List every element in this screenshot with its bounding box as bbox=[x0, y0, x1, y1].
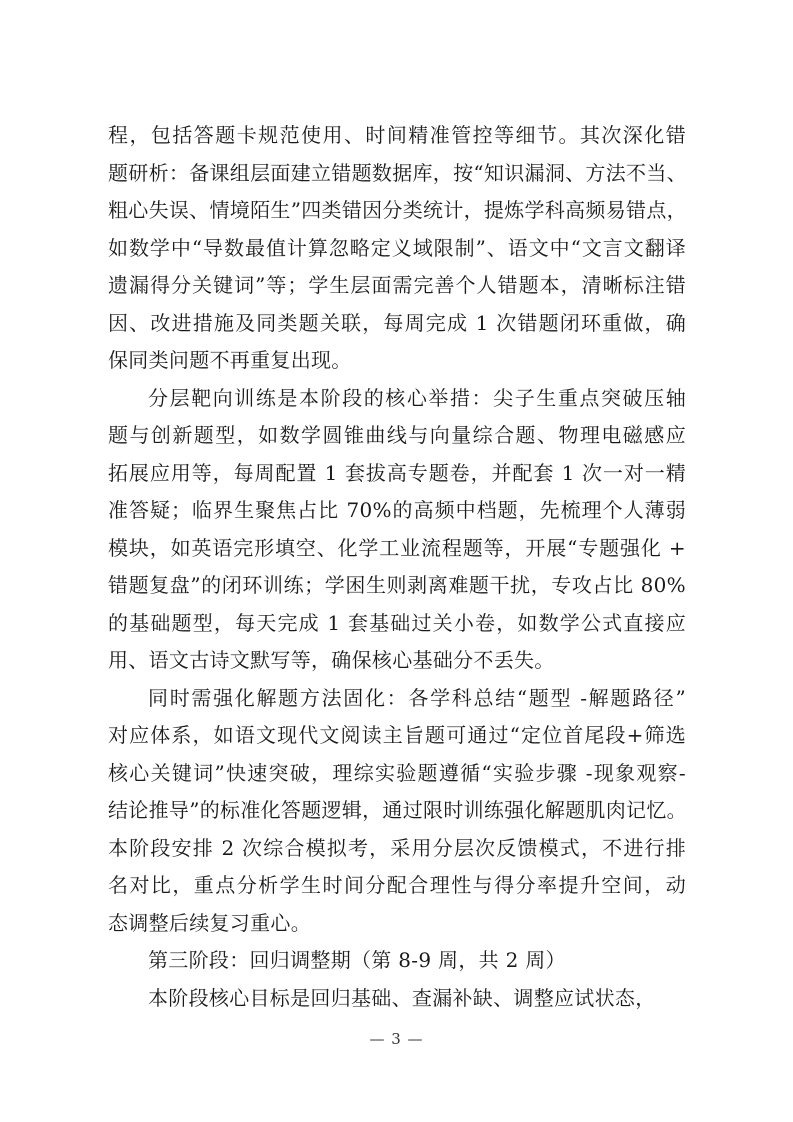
text-line: 模块，如英语完形填空、化学工业流程题等，开展“专题强化 + bbox=[108, 535, 686, 560]
text-line: 准答疑；临界生聚焦占比 70%的高频中档题，先梳理个人薄弱 bbox=[108, 498, 686, 522]
paragraph-first-line: 本阶段核心目标是回归基础、查漏补缺、调整应试状态， bbox=[148, 985, 656, 1010]
body-text bbox=[108, 117, 686, 1017]
paragraph-first-line: 分层靶向训练是本阶段的核心举措：尖子生重点突破压轴 bbox=[148, 385, 686, 410]
text-line: 保同类问题不再重复出现。 bbox=[108, 348, 352, 372]
text-line: 如数学中“导数最值计算忽略定义域限制”、语文中“文言文翻译 bbox=[108, 235, 686, 260]
text-line: 遗漏得分关键词”等；学生层面需完善个人错题本，清晰标注错 bbox=[108, 273, 686, 297]
text-line: 因、改进措施及同类题关联，每周完成 1 次错题闭环重做，确 bbox=[108, 310, 686, 335]
text-line: 态调整后续复习重心。 bbox=[108, 910, 311, 935]
text-line: 名对比，重点分析学生时间分配合理性与得分率提升空间，动 bbox=[108, 873, 686, 897]
text-line: 本阶段安排 2 次综合模拟考，采用分层次反馈模式，不进行排 bbox=[108, 835, 686, 860]
text-line: 对应体系，如语文现代文阅读主旨题可通过“定位首尾段+筛选 bbox=[108, 723, 686, 747]
text-line: 题与创新题型，如数学圆锥曲线与向量综合题、物理电磁感应 bbox=[108, 423, 686, 447]
text-line: 的基础题型，每天完成 1 套基础过关小卷，如数学公式直接应 bbox=[108, 610, 686, 635]
text-line: 题研析：备课组层面建立错题数据库，按“知识漏洞、方法不当、 bbox=[108, 160, 687, 185]
text-line: 核心关键词”快速突破，理综实验题遵循“实验步骤 -现象观察- bbox=[108, 760, 686, 785]
text-line: 用、语文古诗文默写等，确保核心基础分不丢失。 bbox=[108, 648, 555, 672]
text-line: 程，包括答题卡规范使用、时间精准管控等细节。其次深化错 bbox=[108, 123, 686, 147]
page-number: — 3 — bbox=[369, 1030, 424, 1048]
paragraph-first-line: 同时需强化解题方法固化：各学科总结“题型 -解题路径” bbox=[148, 685, 686, 710]
section-heading: 第三阶段：回归调整期（第 8-9 周，共 2 周） bbox=[148, 948, 566, 972]
text-line: 结论推导”的标准化答题逻辑，通过限时训练强化解题肌肉记忆。 bbox=[108, 798, 687, 822]
text-line: 粗心失误、情境陌生”四类错因分类统计，提炼学科高频易错点， bbox=[108, 198, 687, 222]
text-line: 拓展应用等，每周配置 1 套拔高专题卷，并配套 1 次一对一精 bbox=[108, 460, 686, 485]
text-line: 错题复盘”的闭环训练；学困生则剥离难题干扰，专攻占比 80% bbox=[108, 573, 686, 597]
